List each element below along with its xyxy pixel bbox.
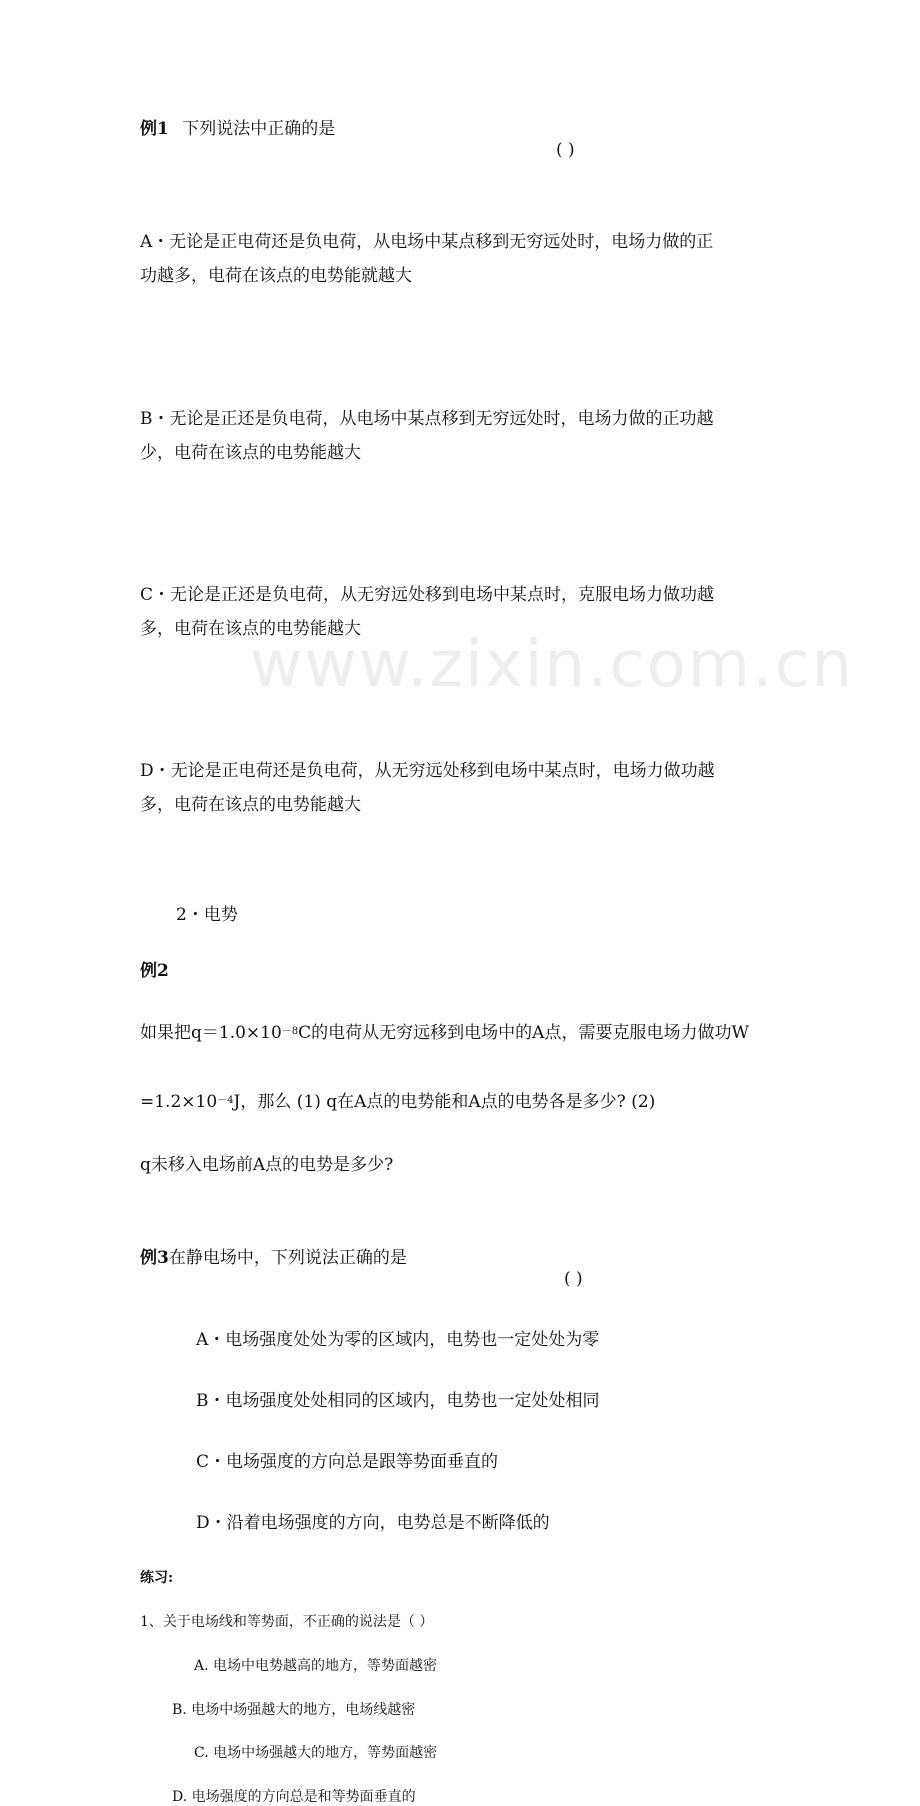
practice-option-b: B. 电场中场强越大的地方，电场线越密 [172,1702,416,1718]
ex2-label: 例2 [140,961,169,981]
ex1-option-a-line2: 功越多，电荷在该点的电势能就越大 [140,266,412,286]
ex2-line1-exponent: －8 [281,1026,299,1037]
ex3-label: 例3 [140,1248,169,1268]
ex3-header [140,1248,920,1269]
ex2-line2 [140,1092,920,1113]
ex1-answer-paren: ( ) [556,140,575,160]
ex3-question: 在静电场中，下列说法正确的是 [168,1248,407,1268]
practice-option-c: C. 电场中场强越大的地方，等势面越密 [194,1745,438,1761]
ex1-label: 例1 [140,119,169,139]
ex1-option-c [140,578,780,646]
ex3-option-c: C・电场强度的方向总是跟等势面垂直的 [196,1452,499,1472]
ex3-option-b: B・电场强度处处相同的区域内，电势也一定处处相同 [196,1391,600,1411]
ex1-option-a-line1: A・无论是正电荷还是负电荷，从电场中某点移到无穷远处时，电场力做的正 [140,232,714,252]
ex2-line1-end: C的电荷从无穷远移到电场中的A点，需要克服电场力做功W [298,1023,749,1043]
practice-title: 练习: [140,1570,174,1586]
ex1-option-c-line2: 多，电荷在该点的电势能越大 [140,619,361,639]
ex2-line3: q未移入电场前A点的电势是多少? [140,1155,394,1175]
ex1-option-b-line1: B・无论是正还是负电荷，从电场中某点移到无穷远处时，电场力做的正功越 [140,409,714,429]
ex1-option-a [140,225,780,293]
ex2-line2-exponent: －4 [217,1095,234,1106]
ex1-question: 下列说法中正确的是 [182,119,336,139]
ex1-option-d-line2: 多，电荷在该点的电势能越大 [140,795,361,815]
ex2-line1 [140,1023,920,1044]
ex1-header [140,119,920,140]
ex1-option-d-line1: D・无论是正电荷还是负电荷，从无穷远处移到电场中某点时，电场力做功越 [140,761,715,781]
practice-option-d: D. 电场强度的方向总是和等势面垂直的 [172,1789,416,1805]
ex1-option-b [140,402,780,470]
ex1-option-c-line1: C・无论是正还是负电荷，从无穷远处移到电场中某点时，克服电场力做功越 [140,585,715,605]
ex2-line1-start: 如果把q＝1.0×10 [140,1023,282,1043]
ex1-option-d [140,754,780,822]
ex3-option-d: D・沿着电场强度的方向，电势总是不断降低的 [196,1513,550,1533]
section-heading: 2・电势 [176,905,238,925]
ex3-option-a: A・电场强度处处为零的区域内，电势也一定处处为零 [196,1330,600,1350]
watermark: www.zixin.com.cn [250,628,855,702]
ex2-line2-end: J，那么 (1) q在A点的电势能和A点的电势各是多少? (2) [233,1092,656,1112]
practice-q1: 1、关于电场线和等势面，不正确的说法是（ ） [140,1614,434,1630]
practice-option-a: A. 电场中电势越高的地方，等势面越密 [194,1658,438,1674]
ex2-line2-start: =1.2×10 [140,1092,218,1112]
ex3-answer-paren: ( ) [564,1269,583,1289]
ex1-option-b-line2: 少，电荷在该点的电势能越大 [140,443,361,463]
